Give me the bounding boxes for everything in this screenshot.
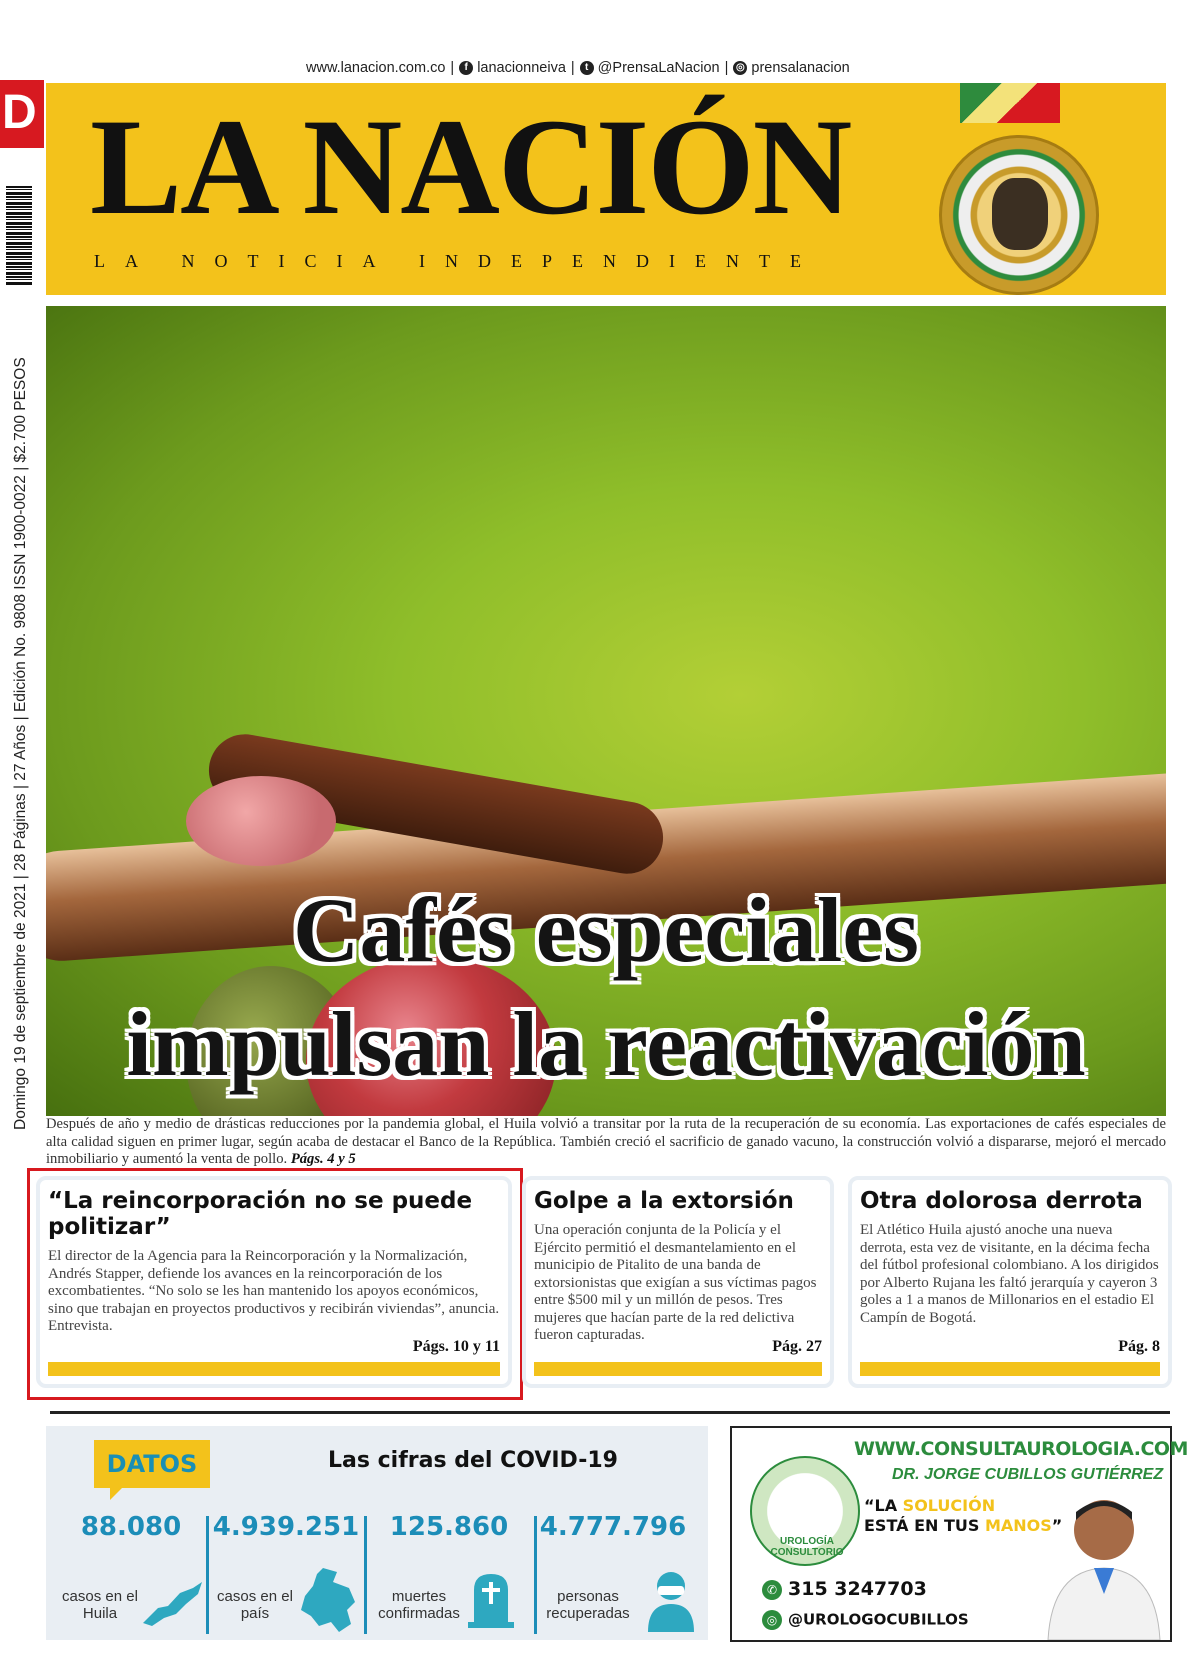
edition-letter: D	[2, 86, 37, 139]
whatsapp-icon: ✆	[762, 1580, 782, 1600]
barcode	[6, 186, 32, 286]
instagram-icon: ◎	[762, 1610, 782, 1630]
stat-recuperados	[538, 1496, 688, 1636]
slogan-part: ”	[1051, 1516, 1063, 1535]
stat-label: personas recuperadas	[546, 1588, 630, 1622]
stat-value: 4.777.796	[539, 1512, 687, 1542]
stat-label: casos en el Huila	[62, 1588, 138, 1622]
doctor-photo	[1042, 1490, 1162, 1640]
stat-value: 125.860	[389, 1512, 509, 1542]
huila-map-icon	[138, 1578, 208, 1628]
stat-label: muertes confirmadas	[378, 1588, 460, 1622]
portrait-icon	[992, 178, 1048, 250]
ad-slogan	[864, 1496, 1064, 1536]
slogan-emphasis: SOLUCIÓN	[902, 1496, 996, 1515]
lead-paragraph	[46, 1116, 1166, 1174]
section-divider	[50, 1411, 1170, 1414]
covid-stats-box	[46, 1426, 708, 1640]
phone-number[interactable]: 315 3247703	[788, 1578, 927, 1600]
coffee-cherry	[186, 776, 336, 866]
stat-value: 4.939.251	[212, 1512, 360, 1542]
medal-emblem	[939, 135, 1099, 295]
facebook-handle[interactable]: lanacionneiva	[477, 60, 566, 77]
ad-doctor-name: DR. JORGE CUBILLOS GUTIÉRREZ	[892, 1466, 1164, 1483]
slogan-emphasis: MANOS	[984, 1516, 1052, 1535]
ad-url[interactable]: WWW.CONSULTAUROLOGIA.COM	[854, 1438, 1188, 1460]
website-link[interactable]: www.lanacion.com.co	[306, 60, 446, 77]
selection-highlight	[27, 1168, 523, 1400]
yellow-bar	[860, 1362, 1160, 1376]
main-headline-line-1[interactable]: Cafés especiales	[293, 879, 919, 981]
story-title[interactable]: “La reincorporación no se puede politizar”	[48, 1188, 473, 1240]
stat-label: casos en el país	[217, 1588, 293, 1622]
covid-title: Las cifras del COVID-19	[328, 1448, 618, 1473]
lead-text: Después de año y medio de drásticas reducciones por la pandemia global, el Huila volvió a transitar por la ruta de la recuperación de su economía. Las exportaciones de cafés especiales de alta calidad siguen en primer lugar, según acaba de destacar el Banco de la República. También creció el sacrificio de ganado vacuno, la construcción volvió a dispararse, mejoró el mercado inmobiliario y aumentó la venta de pollo.	[46, 1116, 1166, 1167]
story-pages[interactable]: Pág. 27	[772, 1338, 822, 1355]
colombia-map-icon	[293, 1566, 363, 1636]
social-handle[interactable]: @UROLOGOCUBILLOS	[788, 1610, 969, 1629]
logo-text: UROLOGÍA CONSULTORIO	[770, 1536, 844, 1558]
story-title[interactable]: Golpe a la extorsión	[534, 1188, 794, 1214]
stat-value: 88.080	[80, 1512, 182, 1542]
stat-divider	[534, 1516, 537, 1634]
facebook-icon: f	[459, 61, 473, 75]
urology-logo	[750, 1456, 860, 1566]
social-links-bar: www.lanacion.com.co | f lanacionneiva | t @PrensaLaNacion | ◎ prensalanacion	[306, 60, 850, 77]
instagram-handle[interactable]: prensalanacion	[751, 60, 850, 77]
instagram-icon: ◎	[733, 61, 747, 75]
slogan-part: ESTÁ EN TUS	[864, 1516, 985, 1535]
hero-photo	[46, 306, 1166, 1116]
newspaper-tagline: LA NOTICIA INDEPENDIENTE	[94, 251, 821, 271]
ad-handle[interactable]	[762, 1610, 969, 1630]
stat-huila	[56, 1496, 206, 1636]
edition-letter-tab	[0, 80, 44, 148]
main-headline-line-2[interactable]: impulsan la reactivación	[126, 993, 1086, 1095]
stat-divider	[206, 1516, 209, 1634]
slogan-part: “LA	[864, 1496, 903, 1515]
newspaper-logo: LA NACIÓN	[90, 90, 851, 243]
story-body: El Atlético Huila ajustó anoche una nueva derrota, esta vez de visitante, en la décima fecha del fútbol profesional colombiano. A los dirigidos por Alberto Rujana les faltó jerarquía y cayeron 3 goles a 1 a manos de Millonarios en el estadio El Campín de Bogotá.	[860, 1222, 1159, 1326]
yellow-bar	[534, 1362, 822, 1376]
story-derrota[interactable]	[848, 1176, 1172, 1388]
datos-badge: DATOS	[94, 1440, 210, 1488]
stat-divider	[364, 1516, 367, 1634]
medal-ribbon	[960, 83, 1060, 123]
story-body: El director de la Agencia para la Reincorporación y la Normalización, Andrés Stapper, defiende los avances en la reincorporación de los excombatientes. “No solo se les han mantenido los apoyos económicos, sino que trabajan en proyectos productivos y recibirán viviendas”, anuncia. Entrevista.	[48, 1248, 500, 1334]
ad-phone[interactable]	[762, 1578, 927, 1600]
tombstone-icon	[468, 1570, 514, 1628]
story-title[interactable]: Otra dolorosa derrota	[860, 1188, 1143, 1214]
stat-muertes	[374, 1496, 524, 1636]
twitter-handle[interactable]: @PrensaLaNacion	[597, 60, 720, 77]
story-extorsion[interactable]	[522, 1176, 834, 1388]
masked-person-icon	[646, 1570, 696, 1632]
lead-pages[interactable]: Págs. 4 y 5	[290, 1151, 356, 1167]
story-body: Una operación conjunta de la Policía y el Ejército permitió el desmantelamiento en el municipio de Pitalito de una banda de extorsionistas que exigían a sus víctimas pagos entre $500 mil y un millón de pesos. Tres mujeres que hacían parte de la red delictiva fueron capturadas.	[534, 1222, 817, 1343]
twitter-icon: t	[580, 61, 594, 75]
urology-advertisement[interactable]	[730, 1426, 1188, 1642]
edition-info: Domingo 19 de septiembre de 2021 | 28 Páginas | 27 Años | Edición No. 9808 ISSN 1900-0022 | $2.700 PESOS	[12, 357, 29, 1130]
stat-pais	[211, 1496, 361, 1636]
story-pages[interactable]: Pág. 8	[1118, 1338, 1160, 1355]
story-pages[interactable]: Págs. 10 y 11	[412, 1338, 500, 1355]
